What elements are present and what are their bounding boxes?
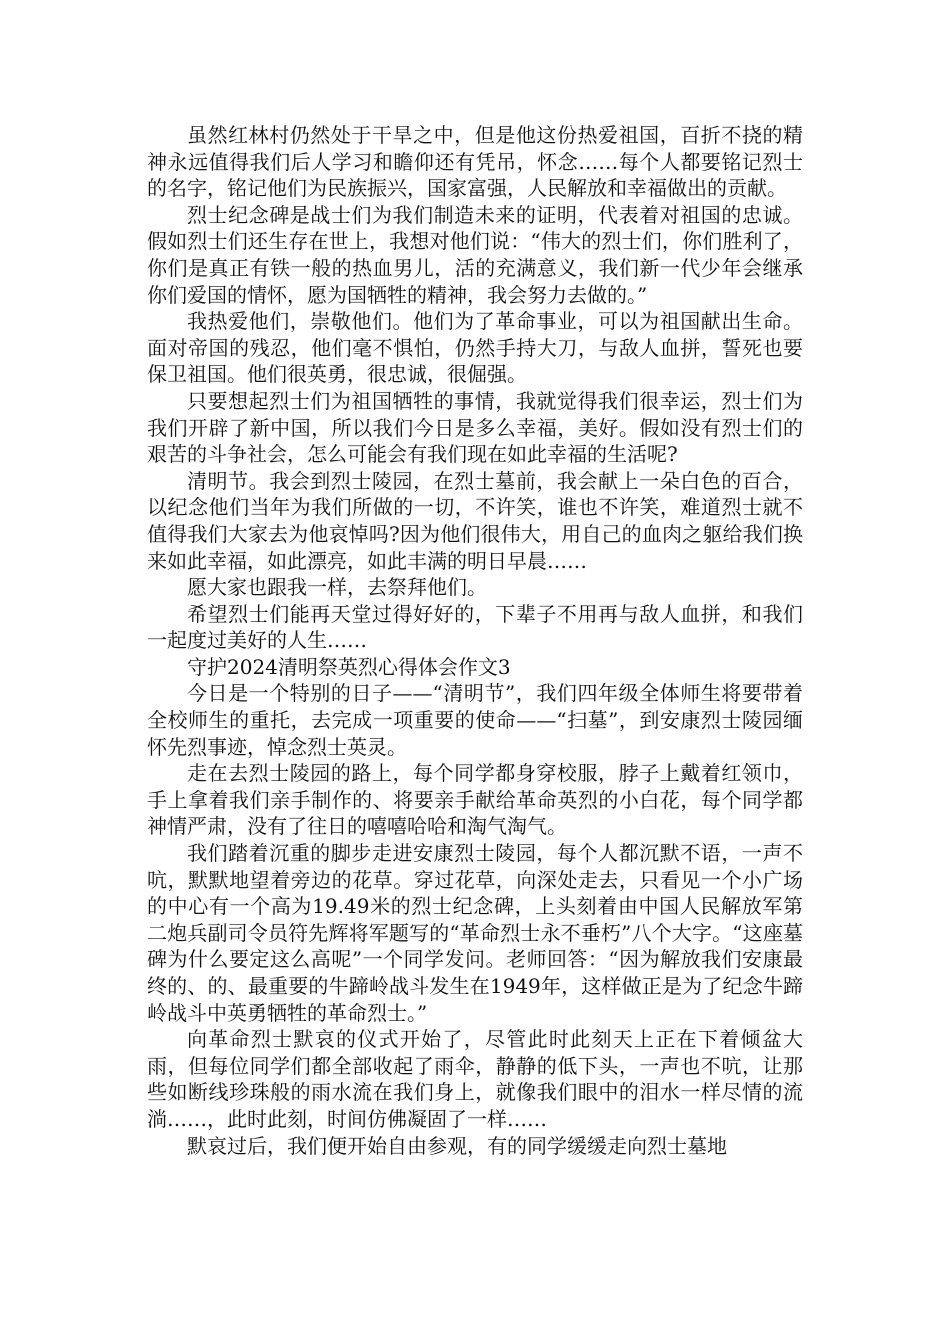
paragraph-2: 烈士纪念碑是战士们为我们制造未来的证明，代表着对祖国的忠诚。假如烈士们还生存在世上，我想对他们说：“伟大的烈士们，你们胜利了，你们是真正有铁一般的热血男儿，活的充满意义，我们新一代少年会继承你们爱国的情怀，愿为国牺牲的精神，我会努力去做的。” [147,202,803,307]
paragraph-7: 希望烈士们能再天堂过得好好的，下辈子不用再与敌人血拼，和我们一起度过美好的人生…… [147,601,803,653]
paragraph-3: 我热爱他们，崇敬他们。他们为了革命事业，可以为祖国献出生命。面对帝国的残忍，他们毫不惧怕，仍然手持大刀，与敌人血拼，誓死也要保卫祖国。他们很英勇，很忠诚，很倔强。 [147,309,803,387]
essay-heading: 守护2024清明祭英烈心得体会作文3 [187,654,511,679]
paragraph-5: 清明节。我会到烈士陵园，在烈士墓前，我会献上一朵白色的百合，以纪念他们当年为我们所做的一切，不许笑，谁也不许笑，难道烈士就不值得我们大家去为他哀悼吗?因为他们很伟大，用自己的血肉之躯给我们换来如此幸福，如此漂亮，如此丰满的明日早晨…… [147,468,803,573]
paragraph-11: 向革命烈士默哀的仪式开始了，尽管此时此刻天上正在下着倾盆大雨，但每位同学们都全部收起了雨伞，静静的低下头，一声也不吭，让那些如断线珍珠般的雨水流在我们身上，就像我们眼中的泪水一样尽情的流淌……，此时此刻，时间仿佛凝固了一样…… [147,1027,803,1131]
paragraph-6: 愿大家也跟我一样，去祭拜他们。 [187,575,487,600]
paragraph-1: 虽然红林村仍然处于干旱之中，但是他这份热爱祖国，百折不挠的精神永远值得我们后人学习和瞻仰还有凭吊，怀念……每个人都要铭记烈士的名字，铭记他们为民族振兴，国家富强，人民解放和幸福做出的贡献。 [147,123,803,201]
paragraph-10: 我们踏着沉重的脚步走进安康烈士陵园，每个人都沉默不语，一声不吭，默默地望着旁边的花草。穿过花草，向深处走去，只看见一个小广场的中心有一个高为19.49米的烈士纪念碑，上头刻着由中国人民解放军第二炮兵副司令员符先辉将军题写的“革命烈士永不垂朽”八个大字。“这座墓碑为什么要定这么高呢”一个同学发问。老师回答：“因为解放我们安康最终的、的、最重要的牛蹄岭战斗发生在1949年，这样做正是为了纪念牛蹄岭战斗中英勇牺牲的革命烈士。” [147,841,803,1025]
paragraph-8: 今日是一个特别的日子——“清明节”，我们四年级全体师生将要带着全校师生的重托，去完成一项重要的使命——“扫墓”，到安康烈士陵园缅怀先烈事迹，悼念烈士英灵。 [147,681,803,759]
paragraph-4: 只要想起烈士们为祖国牺牲的事情，我就觉得我们很幸运，烈士们为我们开辟了新中国，所以我们今日是多么幸福，美好。假如没有烈士们的艰苦的斗争社会，怎么可能会有我们现在如此幸福的生活呢? [147,388,803,467]
document-page [147,122,803,1159]
paragraph-12: 默哀过后，我们便开始自由参观，有的同学缓缓走向烈士墓地 [187,1133,727,1158]
paragraph-9: 走在去烈士陵园的路上，每个同学都身穿校服，脖子上戴着红领巾，手上拿着我们亲手制作的、将要亲手献给革命英烈的小白花，每个同学都神情严肃，没有了往日的嘻嘻哈哈和淘气淘气。 [147,761,803,839]
